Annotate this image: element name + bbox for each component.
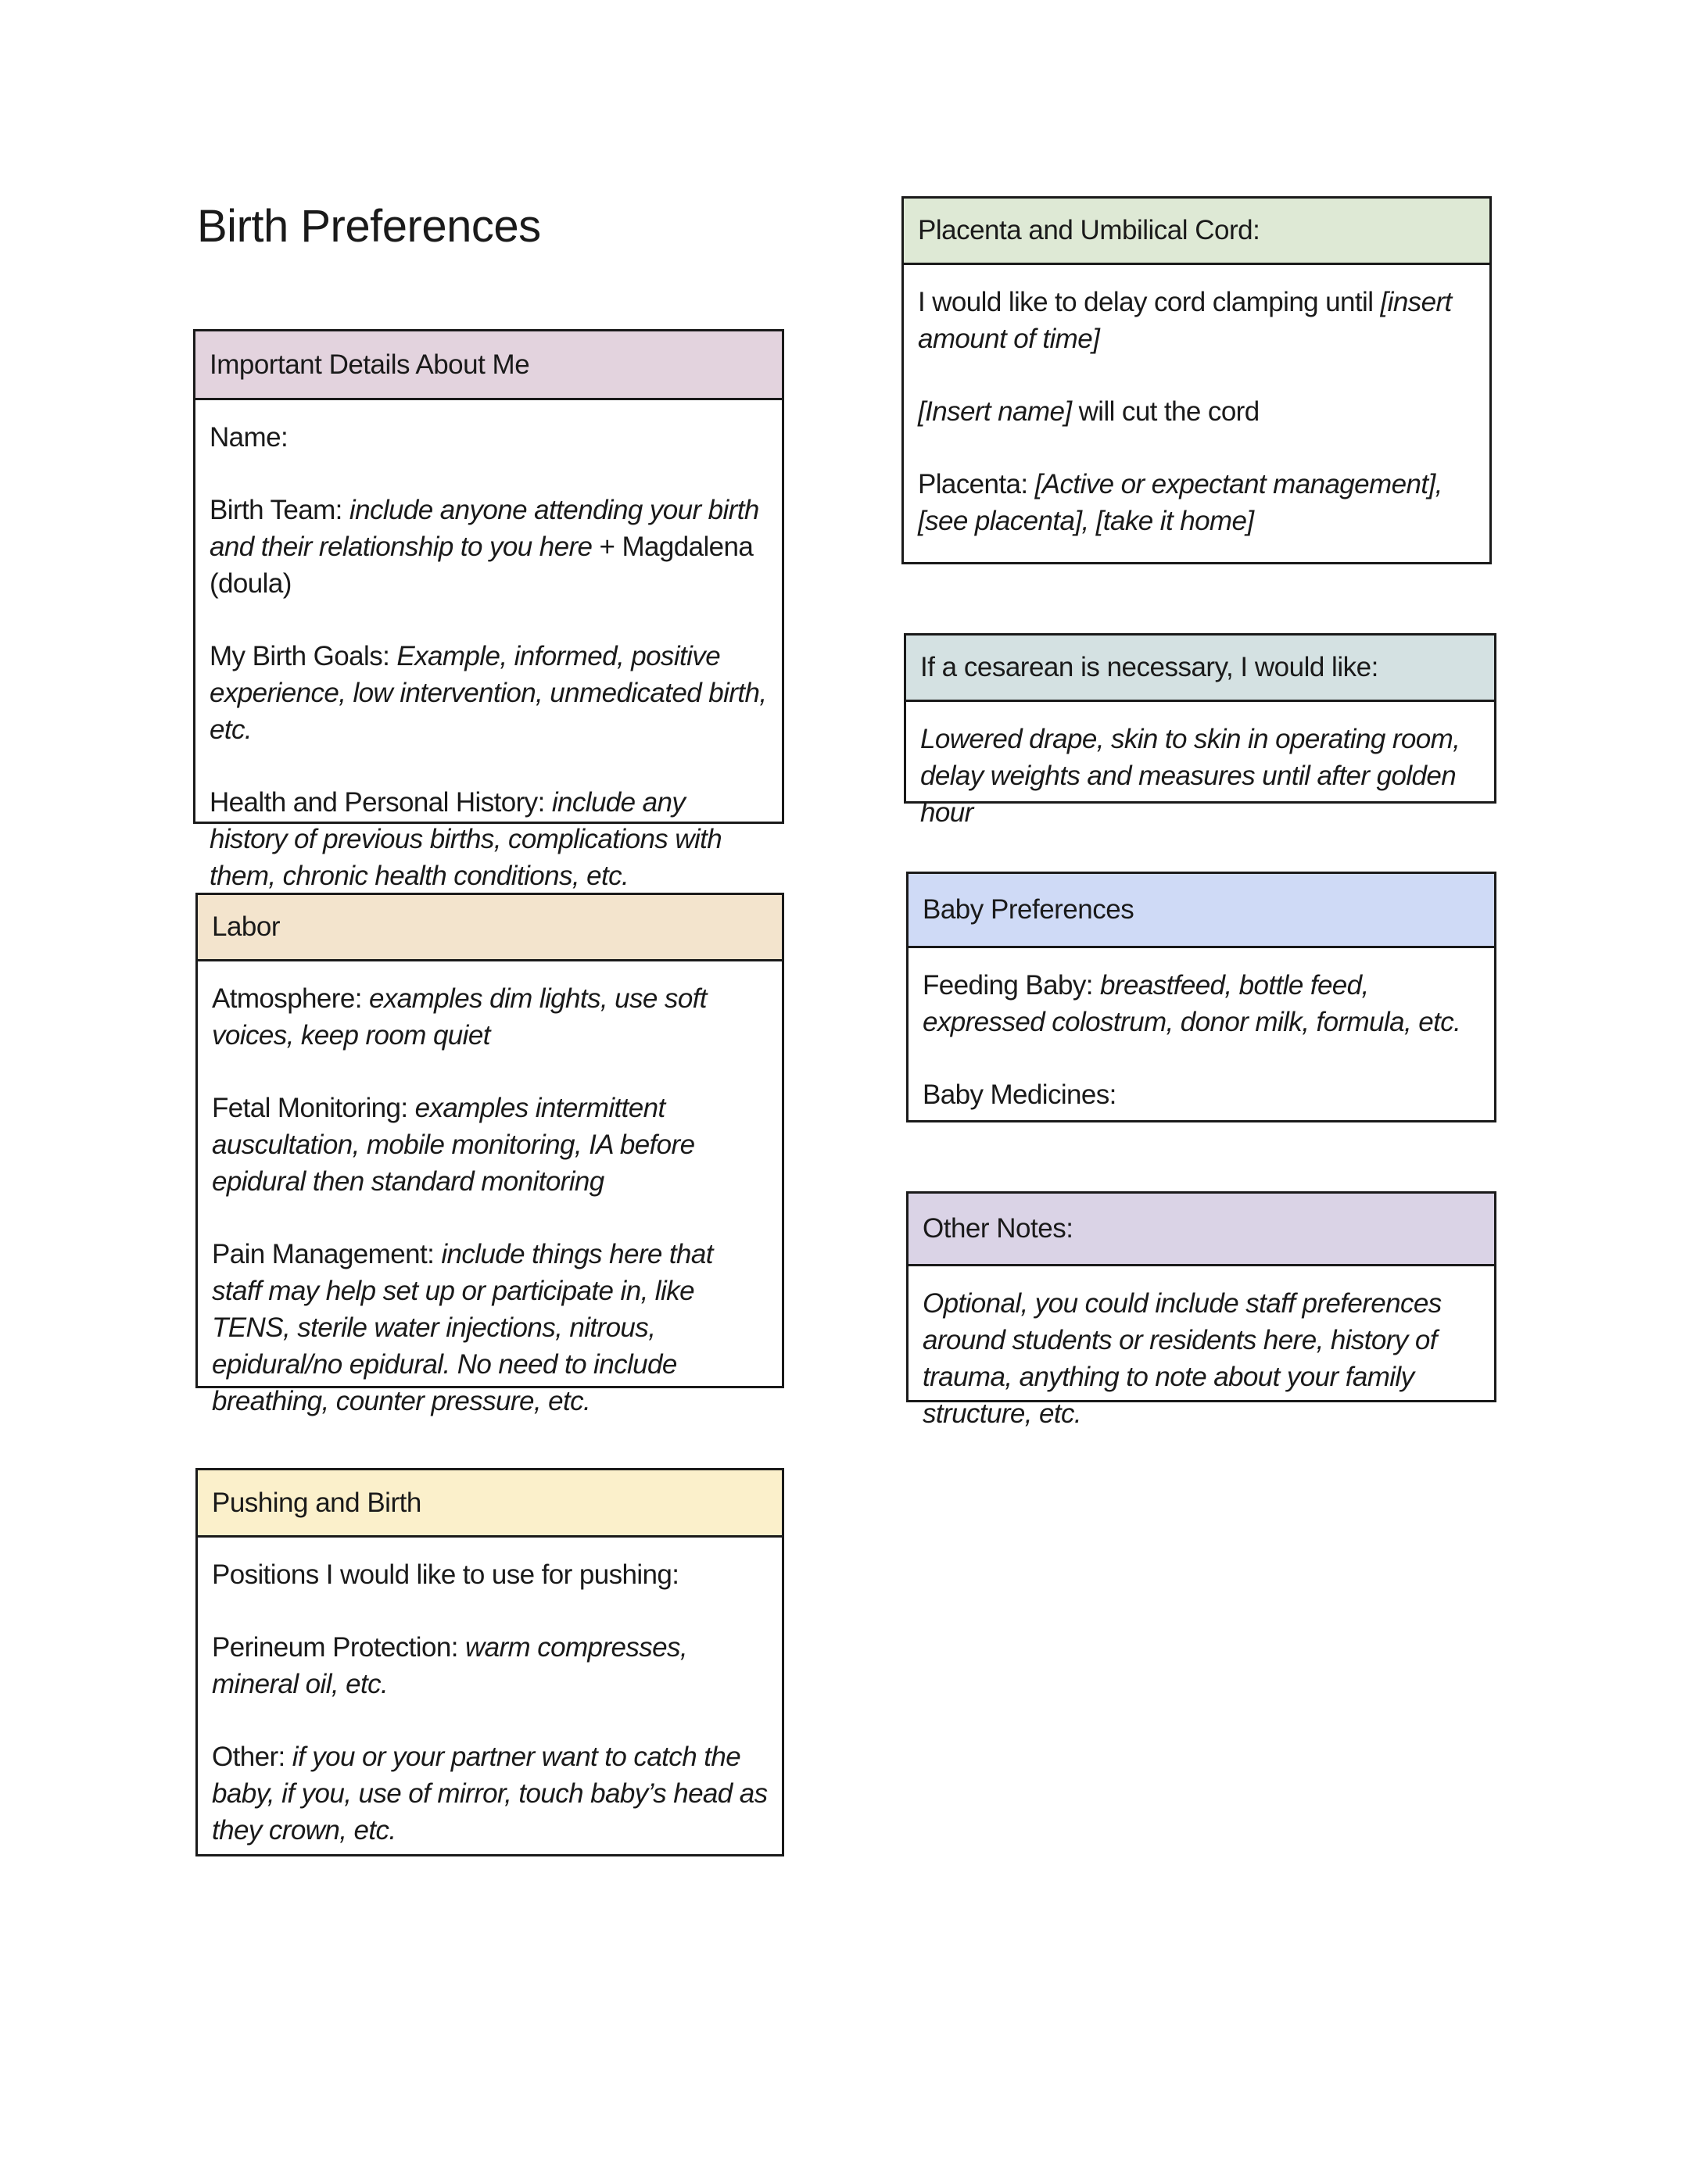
positions-label: Positions I would like to use for pushing: bbox=[212, 1559, 679, 1590]
pushing-other-label: Other: bbox=[212, 1742, 292, 1772]
other-notes-body bbox=[909, 1266, 1494, 1432]
baby-title: Baby Preferences bbox=[923, 894, 1134, 925]
cord-clamping-field bbox=[918, 284, 1475, 357]
health-history-label: Health and Personal History: bbox=[210, 787, 552, 818]
fetal-monitoring-label: Fetal Monitoring: bbox=[212, 1093, 415, 1123]
feeding-hint: breastfeed, bottle feed, expressed colostrum, donor milk, formula, etc. bbox=[923, 970, 1461, 1037]
placenta-body bbox=[904, 265, 1489, 539]
pushing-other-field bbox=[212, 1738, 768, 1849]
positions-field bbox=[212, 1556, 768, 1593]
birth-goals-field bbox=[210, 638, 768, 748]
labor-box bbox=[195, 893, 784, 1416]
cord-clamping-hint: [insert amount of time] bbox=[918, 287, 1452, 354]
cesarean-hint: Lowered drape, skin to skin in operating room, delay weights and measures until after golden hour bbox=[920, 724, 1460, 828]
birth-team-label: Birth Team: bbox=[210, 495, 349, 525]
placenta-label: Placenta: bbox=[918, 469, 1035, 499]
cesarean-header bbox=[906, 636, 1494, 702]
pushing-header bbox=[198, 1470, 782, 1538]
perineum-label: Perineum Protection: bbox=[212, 1632, 465, 1663]
birth-goals-hint: Example, informed, positive experience, low intervention, unmedicated birth, etc. bbox=[210, 641, 767, 745]
health-history-hint: include any history of previous births, complications with them, chronic health conditions, etc. bbox=[210, 787, 722, 891]
labor-body bbox=[198, 961, 782, 1420]
baby-medicines-label: Baby Medicines: bbox=[923, 1079, 1116, 1110]
page-title: Birth Preferences bbox=[197, 201, 541, 252]
pain-management-hint: include things here that staff may help set up or participate in, like TENS, sterile water injections, nitrous, epidural/no epidural. No need to include breathing, counter pressure, etc. bbox=[212, 1239, 713, 1416]
feeding-field bbox=[923, 967, 1480, 1040]
other-notes-box bbox=[906, 1191, 1496, 1429]
cord-cut-text: will cut the cord bbox=[1071, 396, 1260, 427]
pushing-title: Pushing and Birth bbox=[212, 1487, 421, 1518]
atmosphere-field bbox=[212, 980, 768, 1054]
pushing-body bbox=[198, 1538, 782, 1849]
fetal-monitoring-field bbox=[212, 1090, 768, 1200]
birth-team-value: + Magdalena (doula) bbox=[210, 532, 754, 599]
cord-clamping-text: I would like to delay cord clamping until bbox=[918, 287, 1381, 317]
important-details-box bbox=[193, 329, 784, 891]
perineum-field bbox=[212, 1629, 768, 1702]
important-details-title: Important Details About Me bbox=[210, 349, 530, 380]
birth-team-field bbox=[210, 492, 768, 602]
pushing-box bbox=[195, 1468, 784, 1856]
atmosphere-label: Atmosphere: bbox=[212, 983, 369, 1014]
important-details-body bbox=[195, 400, 782, 894]
other-notes-header bbox=[909, 1194, 1494, 1266]
cesarean-title: If a cesarean is necessary, I would like: bbox=[920, 652, 1378, 682]
placenta-field bbox=[918, 466, 1475, 539]
pushing-other-hint: if you or your partner want to catch the baby, if you, use of mirror, touch baby’s head as they crown, etc. bbox=[212, 1742, 768, 1846]
atmosphere-hint: examples dim lights, use soft voices, keep room quiet bbox=[212, 983, 707, 1051]
perineum-hint: warm compresses, mineral oil, etc. bbox=[212, 1632, 688, 1699]
important-details-header bbox=[195, 331, 782, 400]
cesarean-body bbox=[906, 702, 1494, 831]
feeding-label: Feeding Baby: bbox=[923, 970, 1101, 1001]
cesarean-box bbox=[904, 633, 1496, 828]
baby-box bbox=[906, 872, 1496, 1122]
name-label: Name: bbox=[210, 422, 289, 453]
cord-cut-field bbox=[918, 393, 1475, 430]
labor-title: Labor bbox=[212, 911, 281, 942]
health-history-field bbox=[210, 784, 768, 894]
baby-medicines-field bbox=[923, 1076, 1480, 1113]
other-notes-title: Other Notes: bbox=[923, 1213, 1073, 1244]
baby-header bbox=[909, 874, 1494, 948]
fetal-monitoring-hint: examples intermittent auscultation, mobile monitoring, IA before epidural then standard monitoring bbox=[212, 1093, 695, 1197]
other-notes-hint: Optional, you could include staff preferences around students or residents here, history of trauma, anything to note about your family structure, etc. bbox=[923, 1288, 1442, 1429]
placenta-header bbox=[904, 199, 1489, 265]
baby-body bbox=[909, 948, 1494, 1113]
birth-goals-label: My Birth Goals: bbox=[210, 641, 397, 671]
cord-cut-hint: [Insert name] bbox=[918, 396, 1072, 427]
labor-header bbox=[198, 895, 782, 961]
name-field bbox=[210, 419, 768, 456]
pain-management-field bbox=[212, 1236, 768, 1420]
placenta-title: Placenta and Umbilical Cord: bbox=[918, 215, 1260, 245]
birth-team-hint: include anyone attending your birth and their relationship to you here bbox=[210, 495, 759, 562]
placenta-box bbox=[901, 196, 1492, 564]
placenta-hint: [Active or expectant management], [see placenta], [take it home] bbox=[918, 469, 1443, 536]
pain-management-label: Pain Management: bbox=[212, 1239, 442, 1269]
